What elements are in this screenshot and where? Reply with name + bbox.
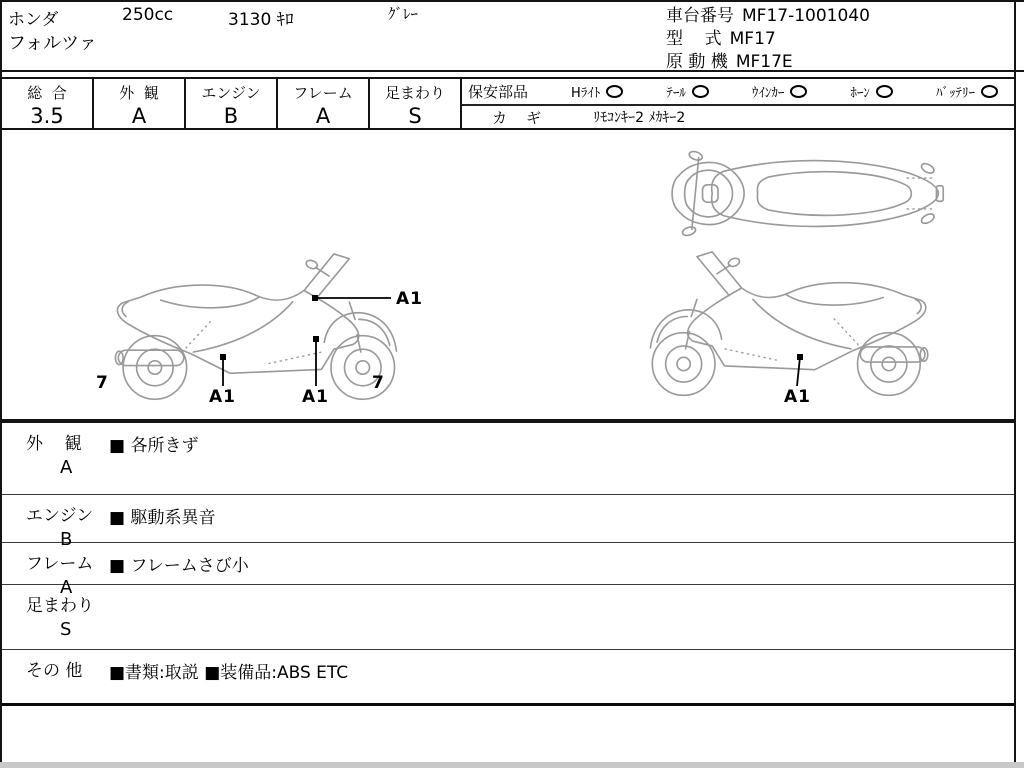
damage-diagram-area bbox=[2, 132, 1014, 421]
note-engine-title: エンジン bbox=[26, 506, 94, 526]
damage-label-left-lower-mid: A1 bbox=[209, 387, 236, 407]
condition-notes-table bbox=[2, 421, 1014, 706]
mileage: 3130 ｷﾛ bbox=[228, 10, 294, 30]
rating-frame-value: A bbox=[315, 104, 331, 128]
safety-item-headlight bbox=[571, 82, 623, 101]
horn-label: ﾎｰﾝ bbox=[850, 86, 870, 101]
damage-label-right-lower: A1 bbox=[784, 387, 811, 407]
frame-top-border bbox=[0, 0, 1024, 2]
winker-ok-circle-icon bbox=[790, 85, 807, 98]
rating-exterior bbox=[94, 79, 186, 128]
ratings-band bbox=[2, 77, 1014, 130]
note-row-frame bbox=[2, 543, 1014, 598]
note-label-other bbox=[2, 650, 109, 703]
note-row-undercarriage bbox=[2, 585, 1014, 650]
note-row-engine bbox=[2, 495, 1014, 550]
maker-name: ホンダ bbox=[8, 10, 59, 30]
note-engine-grade: B bbox=[60, 529, 73, 550]
battery-label: ﾊﾞｯﾃﾘｰ bbox=[935, 86, 975, 101]
scooter-side-view-right bbox=[632, 250, 950, 402]
rating-exterior-label: 外 観 bbox=[119, 84, 159, 102]
safety-item-taillight bbox=[666, 82, 709, 101]
note-label-frame bbox=[2, 543, 109, 598]
displacement: 250cc bbox=[122, 5, 174, 25]
safety-parts-row bbox=[462, 79, 1014, 106]
winker-label: ｳｲﾝｶｰ bbox=[751, 86, 785, 101]
header-divider bbox=[0, 70, 1024, 72]
headlight-ok-circle-icon bbox=[606, 85, 623, 98]
rating-engine-label: エンジン bbox=[201, 84, 261, 102]
taillight-label: ﾃｰﾙ bbox=[666, 86, 686, 101]
body-color: ｸﾞﾚｰ bbox=[388, 5, 419, 23]
rating-undercarriage-value: S bbox=[408, 104, 422, 128]
footer-strip bbox=[0, 762, 1024, 768]
safety-item-horn bbox=[850, 82, 893, 101]
rating-exterior-value: A bbox=[131, 104, 147, 128]
scooter-top-view bbox=[660, 148, 950, 240]
rating-frame-label: フレーム bbox=[293, 84, 353, 102]
taillight-ok-circle-icon bbox=[692, 85, 709, 98]
note-undercarriage-title: 足まわり bbox=[26, 596, 94, 616]
chassis-number-label: 車台番号 bbox=[666, 6, 734, 26]
note-row-other bbox=[2, 650, 1014, 706]
note-engine-text: ■ 駆動系異音 bbox=[109, 508, 216, 528]
note-frame-text: ■ フレームさび小 bbox=[109, 556, 249, 576]
note-label-exterior bbox=[2, 423, 109, 494]
rating-overall-value: 3.5 bbox=[30, 104, 64, 128]
damage-label-left-lower-front: A1 bbox=[302, 387, 329, 407]
rating-engine-value: B bbox=[223, 104, 239, 128]
model-code-value: MF17 bbox=[729, 29, 776, 49]
rating-overall-label: 総 合 bbox=[27, 84, 67, 102]
note-exterior-text: ■ 各所きず bbox=[109, 436, 199, 456]
wheel-grade-label-left-front: 7 bbox=[372, 373, 385, 393]
keys-row bbox=[462, 106, 1014, 128]
engine-code-value: MF17E bbox=[735, 52, 793, 72]
rating-engine bbox=[186, 79, 278, 128]
model-code-line bbox=[666, 28, 870, 51]
horn-ok-circle-icon bbox=[876, 85, 893, 98]
rating-overall bbox=[2, 79, 94, 128]
headlight-label: Hﾗｲﾄ bbox=[571, 86, 601, 101]
scooter-side-view-left bbox=[88, 252, 420, 406]
chassis-number-value: MF17-1001040 bbox=[742, 6, 870, 26]
note-exterior-grade: A bbox=[60, 457, 73, 478]
keys-label: カ ギ bbox=[492, 108, 542, 127]
frame-right-border bbox=[1014, 0, 1016, 762]
safety-parts-title: 保安部品 bbox=[468, 83, 529, 101]
engine-code-label: 原 動 機 bbox=[666, 52, 728, 72]
note-exterior-title: 外 観 bbox=[26, 434, 82, 454]
note-frame-grade: A bbox=[60, 577, 73, 598]
note-frame-title: フレーム bbox=[26, 554, 94, 574]
damage-label-left-front-panel: A1 bbox=[396, 289, 423, 309]
engine-code-line bbox=[666, 51, 870, 74]
note-label-engine bbox=[2, 495, 109, 550]
keys-value: ﾘﾓｺﾝｷｰ2 ﾒｶｷｰ2 bbox=[593, 110, 686, 126]
rating-undercarriage bbox=[370, 79, 462, 128]
battery-ok-circle-icon bbox=[981, 85, 998, 98]
note-other-title: その 他 bbox=[26, 661, 83, 681]
chassis-number-line bbox=[666, 5, 870, 28]
registration-block bbox=[666, 5, 870, 74]
note-row-exterior bbox=[2, 423, 1014, 495]
note-other-text: ■書類:取説 ■装備品:ABS ETC bbox=[109, 663, 349, 683]
safety-item-battery bbox=[936, 82, 998, 101]
model-code-label: 型 式 bbox=[666, 29, 722, 49]
wheel-grade-label-left-rear: 7 bbox=[96, 373, 109, 393]
model-name: フォルツァ bbox=[8, 33, 97, 54]
note-label-undercarriage bbox=[2, 585, 109, 649]
rating-frame bbox=[278, 79, 370, 128]
rating-undercarriage-label: 足まわり bbox=[384, 84, 445, 102]
safety-parts-box bbox=[462, 79, 1014, 128]
note-undercarriage-grade: S bbox=[60, 619, 72, 640]
safety-item-winker bbox=[752, 82, 808, 101]
